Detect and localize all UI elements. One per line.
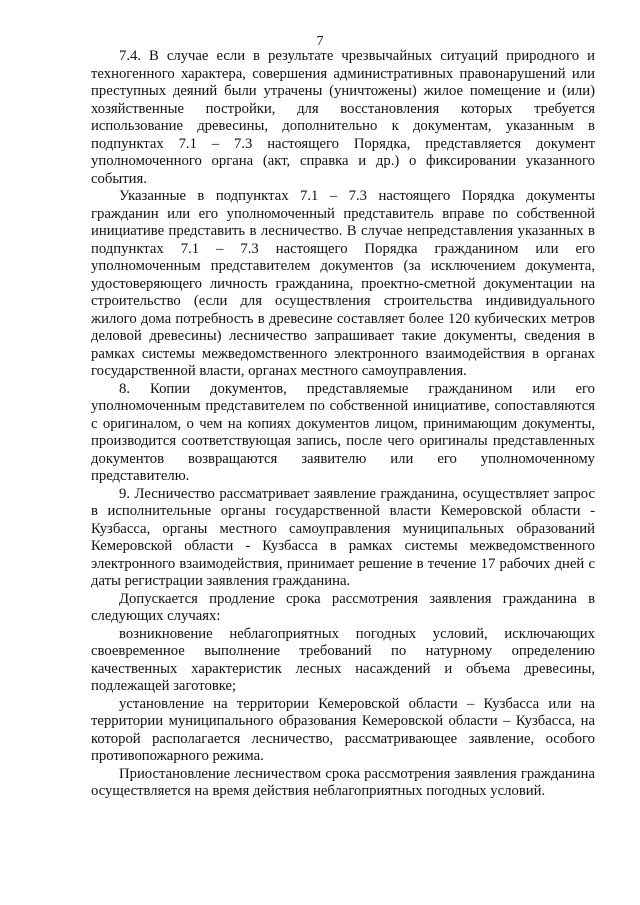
paragraph-documents-request: Указанные в подпунктах 7.1 – 7.3 настоящего Порядка документы гражданин или его уполномоченный представитель вправе по собственной инициативе представить в лесничество. В случае непредставления указанных в подпунктах 7.1 – 7.3 настоящего Порядка гражданином или его уполномоченным представителем документов (за исключением документа, удостоверяющего личность гражданина, проектно-сметной документации на строительство (если для осуществления строительства индивидуального жилого дома потребность в древесине составляет более 120 кубических метров деловой древесины) лесничество запрашивает такие документы, сведения в рамках системы межведомственного электронного взаимодействия в органах государственной власти, органах местного самоуправления.	[91, 188, 595, 379]
paragraph-suspension: Приостановление лесничеством срока рассмотрения заявления гражданина осуществляется на время действия неблагоприятных погодных условий.	[91, 765, 595, 799]
paragraph-extension: Допускается продление срока рассмотрения заявления гражданина в следующих случаях:	[91, 590, 595, 624]
page-number: 7	[316, 34, 324, 49]
paragraph-fire-regime-case: установление на территории Кемеровской области – Кузбасса или на территории муниципального образования Кемеровской области – Кузбасса, на которой располагается лесничество, рассматривающее заявление, особого противопожарного режима.	[91, 695, 595, 764]
document-body	[91, 48, 595, 801]
paragraph-7-4: 7.4. В случае если в результате чрезвычайных ситуаций природного и техногенного характера, совершения административных правонарушений или преступных деяний были утрачены (уничтожены) жилое помещение и (или) хозяйственные постройки, для восстановления которых требуется использование древесины, дополнительно к документам, указанным в подпунктах 7.1 – 7.3 настоящего Порядка, представляется документ уполномоченного органа (акт, справка и др.) о фиксировании указанного события.	[91, 48, 595, 187]
paragraph-9-review: 9. Лесничество рассматривает заявление гражданина, осуществляет запрос в исполнительные органы государственной власти Кемеровской области - Кузбасса, органы местного самоуправления муниципальных образований Кемеровской области - Кузбасса в рамках системы межведомственного электронного взаимодействия, принимает решение в течение 17 рабочих дней с даты регистрации заявления гражданина.	[91, 485, 595, 589]
paragraph-weather-case: возникновение неблагоприятных погодных условий, исключающих своевременное выполнение требований по натурному определению качественных характеристик лесных насаждений и объема древесины, подлежащей заготовке;	[91, 625, 595, 694]
paragraph-8-copies: 8. Копии документов, представляемые гражданином или его уполномоченным представителем по собственной инициативе, сопоставляются с оригиналом, о чем на копиях документов лицом, принимающим документы, производится соответствующая запись, после чего оригиналы представленных документов возвращаются заявителю или его уполномоченному представителю.	[91, 380, 595, 484]
